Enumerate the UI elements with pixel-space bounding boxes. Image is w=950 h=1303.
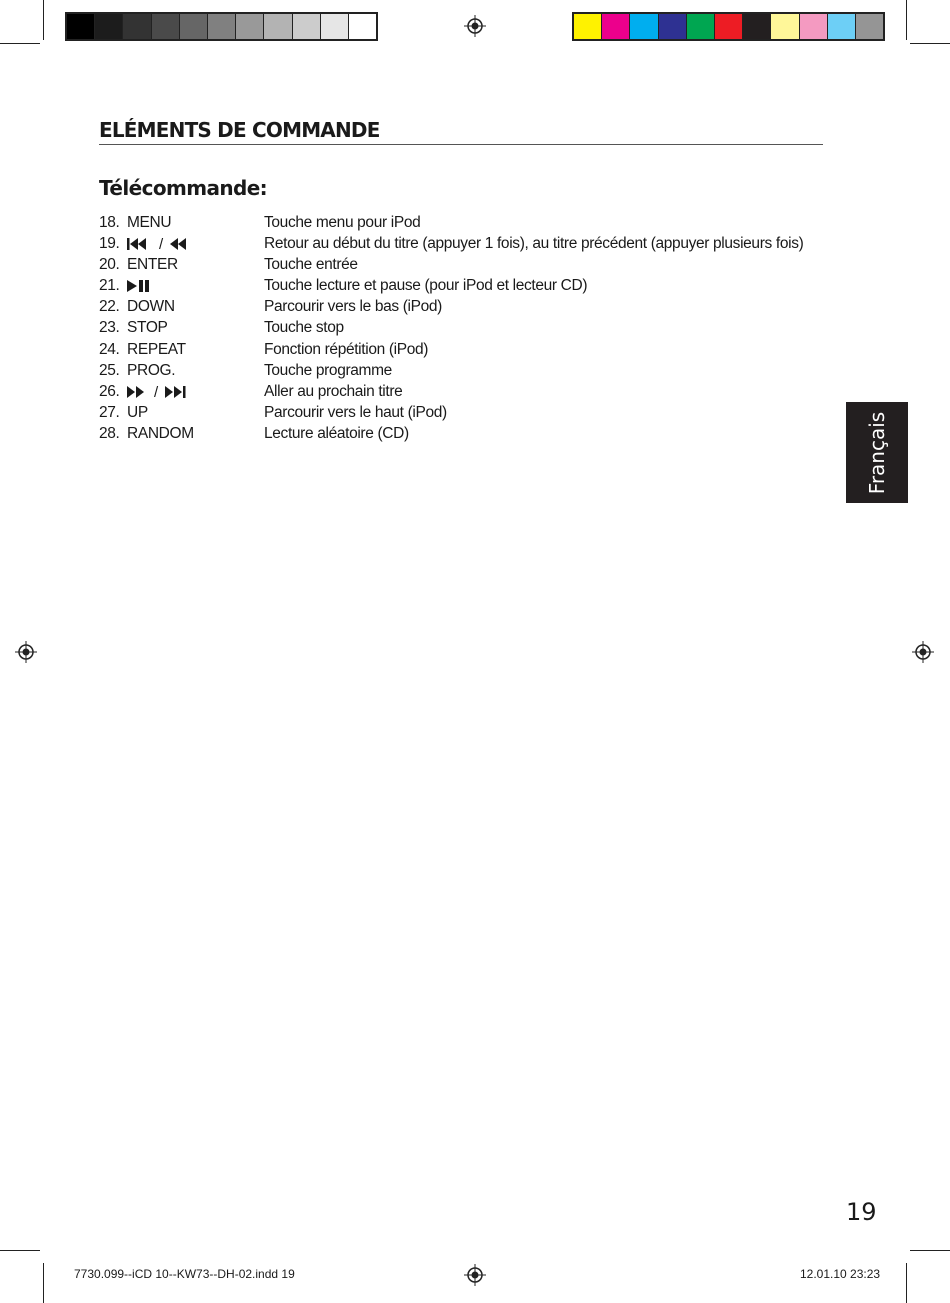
- gray-swatch: [180, 14, 208, 39]
- color-swatch: [687, 14, 715, 39]
- item-number: 20.: [99, 256, 120, 274]
- gray-swatch: [264, 14, 292, 39]
- item-key-name: MENU: [127, 214, 172, 231]
- list-item: [99, 254, 859, 275]
- item-description: Parcourir vers le bas (iPod): [264, 298, 442, 316]
- gray-swatch: [95, 14, 123, 39]
- item-key-name: REPEAT: [127, 340, 186, 358]
- item-description: Aller au prochain titre: [264, 382, 403, 400]
- color-swatch: [574, 14, 602, 39]
- color-swatch: [659, 14, 687, 39]
- item-description: Lecture aléatoire (CD): [264, 424, 409, 442]
- item-number: 22.: [99, 298, 120, 316]
- page-number: 19: [846, 1198, 877, 1226]
- item-number: 25.: [99, 361, 120, 379]
- item-key-name: DOWN: [127, 298, 175, 316]
- color-swatch: [715, 14, 743, 39]
- item-description: Fonction répétition (iPod): [264, 340, 429, 358]
- svg-text:/: /: [159, 237, 163, 252]
- item-number: 24.: [99, 340, 120, 358]
- item-key-name: STOP: [127, 319, 168, 337]
- gray-swatch: [67, 14, 95, 39]
- list-item: [99, 339, 859, 360]
- list-item: [99, 381, 859, 402]
- item-number: 28.: [99, 424, 120, 442]
- gray-swatch: [293, 14, 321, 39]
- item-number: 26.: [99, 382, 120, 400]
- color-swatch: [771, 14, 799, 39]
- item-key-name: ENTER: [127, 256, 178, 274]
- section-title: ELÉMENTS DE COMMANDE: [99, 118, 823, 145]
- svg-text:/: /: [154, 384, 158, 399]
- list-item: [99, 296, 859, 317]
- item-number: 21.: [99, 277, 120, 295]
- list-item: [99, 360, 859, 381]
- registration-mark-icon: [912, 641, 934, 663]
- list-item: [99, 233, 859, 254]
- gray-swatch: [123, 14, 151, 39]
- list-item: [99, 423, 859, 444]
- item-number: 27.: [99, 403, 120, 421]
- item-key-name: RANDOM: [127, 424, 194, 442]
- gray-swatch: [236, 14, 264, 39]
- item-description: Touche entrée: [264, 256, 358, 274]
- gray-swatch: [349, 14, 376, 39]
- color-swatch: [743, 14, 771, 39]
- item-key-name: UP: [127, 403, 148, 421]
- item-number: 19.: [99, 235, 120, 253]
- list-item: [99, 317, 859, 338]
- color-calibration-bar: [572, 12, 885, 41]
- color-swatch: [856, 14, 883, 39]
- controls-list: [99, 212, 859, 444]
- item-description: Touche menu pour iPod: [264, 214, 421, 231]
- list-item: [99, 402, 859, 423]
- list-item: [99, 275, 859, 296]
- item-description: Retour au début du titre (appuyer 1 fois), au titre précédent (appuyer plusieurs fois): [264, 235, 804, 253]
- gray-calibration-bar: [65, 12, 378, 41]
- color-swatch: [602, 14, 630, 39]
- registration-mark-icon: [464, 1264, 486, 1286]
- item-description: Touche lecture et pause (pour iPod et lecteur CD): [264, 277, 588, 295]
- footer-file-info: 7730.099--iCD 10--KW73--DH-02.indd 19: [74, 1267, 295, 1281]
- footer-date: 12.01.10 23:23: [800, 1267, 881, 1281]
- registration-mark-icon: [464, 15, 486, 37]
- subsection-title: Télécommande:: [99, 176, 268, 200]
- item-description: Touche programme: [264, 361, 392, 379]
- gray-swatch: [152, 14, 180, 39]
- item-description: Touche stop: [264, 319, 344, 337]
- gray-swatch: [321, 14, 349, 39]
- color-swatch: [800, 14, 828, 39]
- language-tab: [846, 402, 908, 503]
- registration-mark-icon: [15, 641, 37, 663]
- item-number: 23.: [99, 319, 120, 337]
- color-swatch: [828, 14, 856, 39]
- language-tab-label: Français: [865, 411, 889, 494]
- gray-swatch: [208, 14, 236, 39]
- item-description: Parcourir vers le haut (iPod): [264, 403, 447, 421]
- color-swatch: [630, 14, 658, 39]
- item-number: 18.: [99, 214, 120, 231]
- list-item: [99, 212, 859, 233]
- item-key-name: PROG.: [127, 361, 176, 379]
